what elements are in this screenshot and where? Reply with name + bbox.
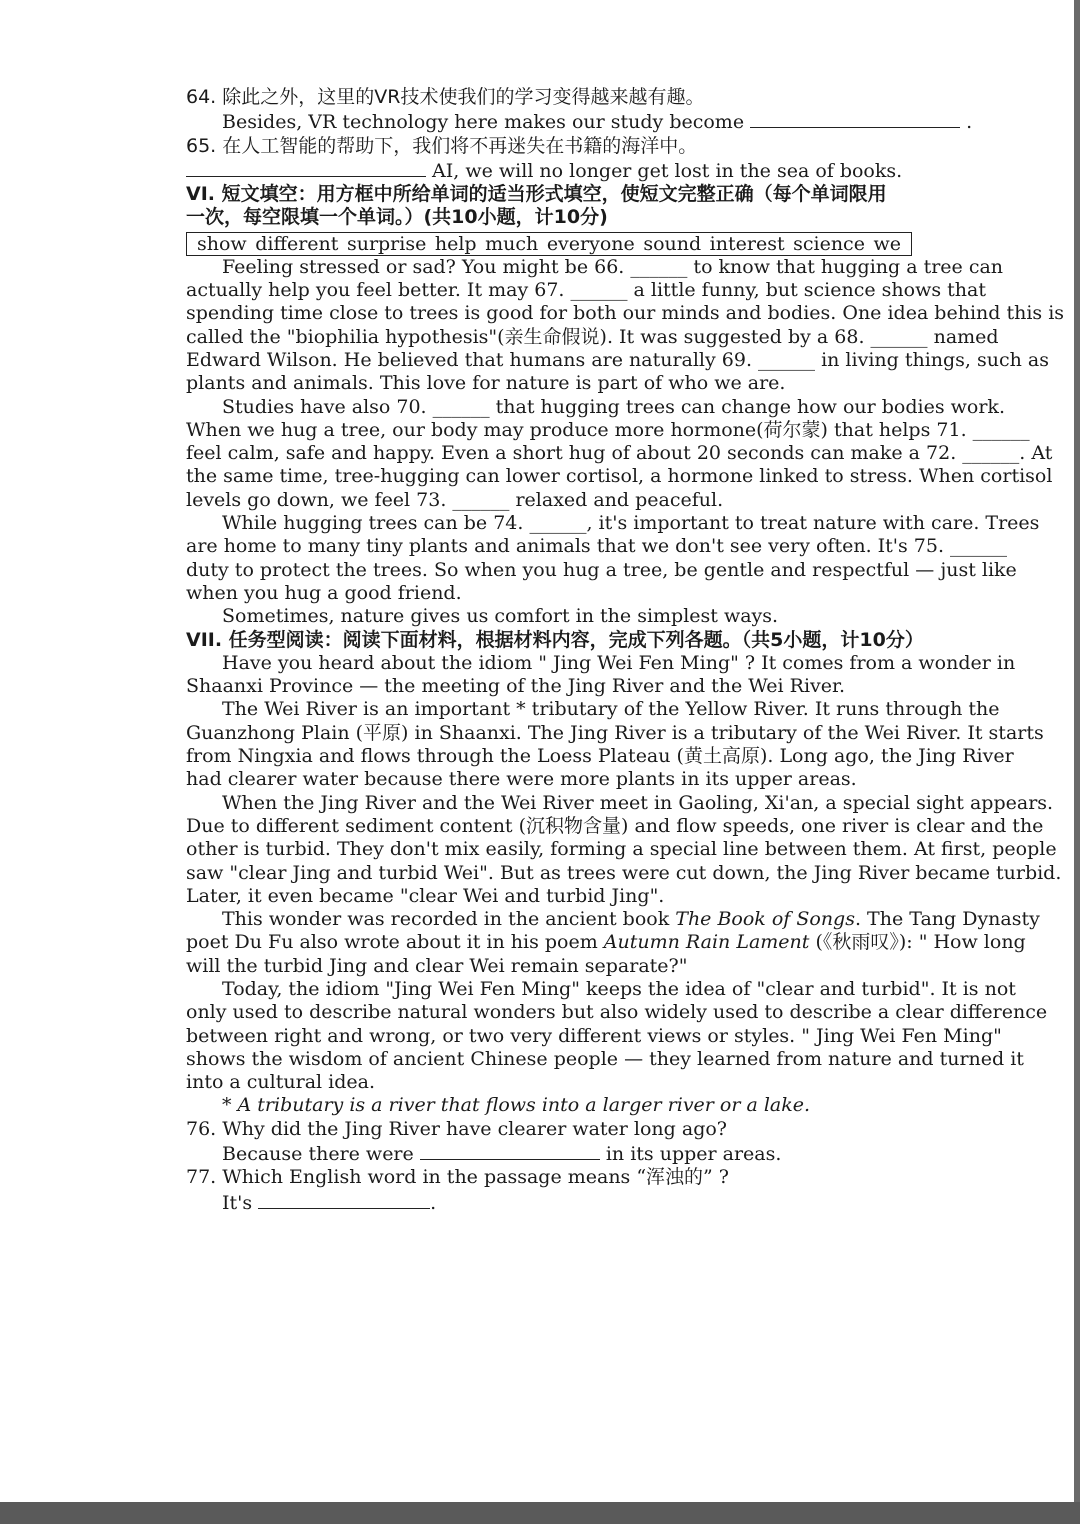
text-fragment: This wonder was recorded in the ancient book [222, 908, 676, 931]
text-line: duty to protect the trees. So when you hug a tree, be gentle and respectful — just like [186, 558, 1017, 581]
word-bank-item: surprise [346, 232, 427, 255]
text-line: Today, the idiom "Jing Wei Fen Ming" keeps the idea of "clear and turbid". It is not [222, 977, 1016, 1000]
word-bank-item: sound [643, 232, 702, 255]
q77-question: 77. Which English word in the passage means “浑浊的” ? [186, 1166, 729, 1189]
text-line: spending time close to trees is good for both our minds and bodies. One idea behind this is [186, 302, 1065, 325]
text-line: plants and animals. This love for nature is part of who we are. [186, 372, 786, 395]
text-line [186, 931, 1026, 954]
text-line: other is turbid. They don't mix easily, forming a special line between them. At first, people [186, 838, 1057, 861]
reading-paragraph-5 [186, 977, 1048, 1094]
text-fragment: (《秋雨叹》): " How long [809, 931, 1026, 954]
q76-answer-suffix: in its upper areas. [605, 1143, 782, 1166]
text-line: When we hug a tree, our body may produce more hormone(荷尔蒙) that helps 71. ______ [186, 418, 1030, 441]
reading-paragraph-2 [186, 698, 1044, 791]
section7-title: VII. 任务型阅读：阅读下面材料，根据材料内容，完成下列各题。（共5小题，计10分） [186, 628, 924, 651]
q65-english [186, 158, 912, 183]
word-bank-item: science [793, 232, 865, 255]
q65-chinese: 65. 在人工智能的帮助下，我们将不再迷失在书籍的海洋中。 [186, 134, 698, 157]
text-line: Feeling stressed or sad? You might be 66. ______ to know that hugging a tree can [222, 255, 1004, 278]
q77-answer-blank[interactable] [258, 1190, 430, 1209]
q64-chinese: 64. 除此之外，这里的VR技术使我们的学习变得越来越有趣。 [186, 86, 705, 108]
text-fragment: . The Tang Dynasty [854, 908, 1040, 931]
q65-english-text: AI, we will no longer get lost in the sea of books. [432, 159, 903, 182]
text-line: While hugging trees can be 74. ______, it's important to treat nature with care. Trees [222, 512, 1040, 535]
q76-question: 76. Why did the Jing River have clearer water long ago? [186, 1117, 727, 1140]
q65-answer-blank[interactable] [186, 158, 426, 177]
cloze-paragraph-2 [186, 395, 1053, 512]
text-line: Guanzhong Plain (平原) in Shaanxi. The Jing River is a tributary of the Wei River. It starts [186, 721, 1044, 744]
q64-english-text: Besides, VR technology here makes our study become [222, 111, 745, 134]
word-bank-item: different [255, 232, 339, 255]
text-line: when you hug a good friend. [186, 581, 462, 604]
text-line: Shaanxi Province — the meeting of the Jing River and the Wei River. [186, 675, 846, 698]
q76-answer-line [186, 1141, 912, 1166]
text-line: saw "clear Jing and turbid Wei". But as trees were cut down, the Jing River became turbid. [186, 861, 1062, 884]
word-bank-item: much [485, 232, 539, 255]
q64-answer-blank[interactable] [750, 109, 960, 128]
text-line: Due to different sediment content (沉积物含量) and flow speeds, one river is clear and the [186, 814, 1044, 837]
book-title: The Book of Songs [675, 908, 855, 931]
q76-answer-blank[interactable] [420, 1141, 600, 1160]
text-line: Studies have also 70. ______ that hugging trees can change how our bodies work. [222, 395, 1005, 418]
section6-title-1: VI. 短文填空：用方框中所给单词的适当形式填空，使短文完整正确（每个单词限用 [186, 183, 887, 206]
text-line: When the Jing River and the Wei River meet in Gaoling, Xi'an, a special sight appears. [222, 791, 1054, 814]
q76-answer-prefix: Because there were [222, 1143, 414, 1166]
footnote: * A tributary is a river that flows into a larger river or a lake. [222, 1094, 811, 1117]
text-line: into a cultural idea. [186, 1071, 375, 1094]
text-line: called the "biophilia hypothesis"(亲生命假说). It was suggested by a 68. ______ named [186, 325, 999, 348]
text-line: are home to many tiny plants and animals that we don't see very often. It's 75. ______ [186, 535, 1008, 558]
word-bank-item: everyone [546, 232, 635, 255]
text-line: the same time, tree-hugging can lower cortisol, a hormone linked to stress. When cortisol [186, 465, 1053, 488]
text-fragment: poet Du Fu also wrote about it in his poem [186, 931, 604, 954]
section6-title-2: 一次，每空限填一个单词。）(共10小题，计10分) [186, 206, 608, 229]
poem-title: Autumn Rain Lament [603, 931, 810, 954]
word-bank-item: help [434, 232, 477, 255]
cloze-paragraph-4: Sometimes, nature gives us comfort in the simplest ways. [222, 605, 779, 628]
word-bank-item: interest [709, 232, 785, 255]
text-line: Have you heard about the idiom " Jing Wei Fen Ming" ? It comes from a wonder in [222, 651, 1016, 674]
cloze-paragraph-1 [186, 255, 1065, 396]
text-line: feel calm, safe and happy. Even a short hug of about 20 seconds can make a 72. ______. At [186, 442, 1053, 465]
text-line: actually help you feel better. It may 67. ______ a little funny, but science shows that [186, 279, 986, 302]
text-line: The Wei River is an important * tributary of the Yellow River. It runs through the [222, 698, 1000, 721]
reading-paragraph-1 [186, 651, 1016, 699]
text-line: levels go down, we feel 73. ______ relaxed and peaceful. [186, 488, 724, 511]
page-content [186, 86, 1065, 1215]
word-bank-box [186, 232, 912, 256]
word-bank-item: we [873, 232, 901, 255]
text-line: shows the wisdom of ancient Chinese people — they learned from nature and turned it [186, 1047, 1024, 1070]
scan-edge-right [1074, 0, 1080, 1524]
q77-answer-line [186, 1190, 912, 1215]
text-line: Edward Wilson. He believed that humans are naturally 69. ______ in living things, such as [186, 348, 1049, 371]
q77-answer-suffix: . [430, 1191, 437, 1214]
text-line [186, 908, 1040, 931]
text-line: had clearer water because there were more plants in its upper areas. [186, 768, 857, 791]
text-line: only used to describe natural wonders but also widely used to describe a clear difference [186, 1001, 1048, 1024]
reading-paragraph-4 [186, 908, 1040, 978]
text-line: Later, it even became "clear Wei and turbid Jing". [186, 884, 665, 907]
text-line: between right and wrong, or two very different views or styles. " Jing Wei Fen Ming" [186, 1024, 1002, 1047]
cloze-paragraph-3 [186, 512, 1040, 605]
q64-english [186, 109, 973, 134]
q64-period: . [966, 111, 973, 134]
scan-edge-bottom [0, 1502, 1080, 1524]
text-line: from Ningxia and flows through the Loess Plateau (黄土高原). Long ago, the Jing River [186, 745, 1014, 768]
word-bank-item: show [197, 232, 247, 255]
q77-answer-prefix: It's [222, 1191, 253, 1214]
text-line: will the turbid Jing and clear Wei remain separate?" [186, 954, 688, 977]
reading-paragraph-3 [186, 791, 1062, 908]
